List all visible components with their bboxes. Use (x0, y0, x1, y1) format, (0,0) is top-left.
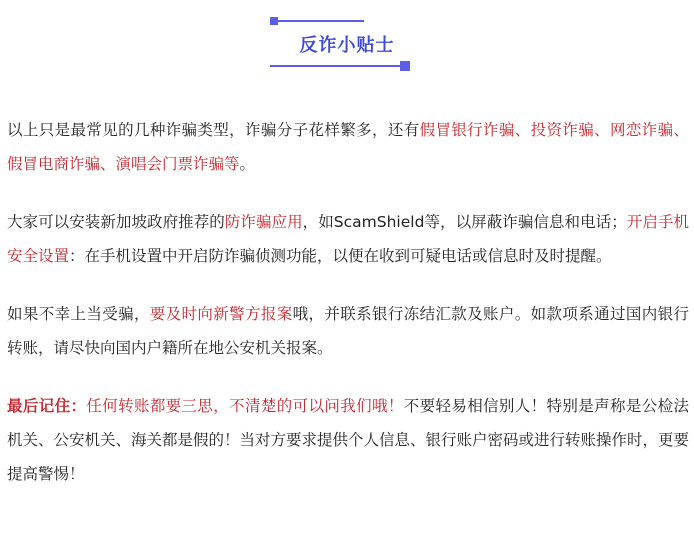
highlight-think-twice: 任何转账都要三思，不清楚的可以问我们哦！ (86, 397, 404, 415)
highlight-phone-security: 开启手机安全设置 (7, 213, 689, 265)
text-segment: ，如ScamShield等，以屏蔽诈骗信息和电话； (302, 213, 627, 231)
text-segment: ：在手机设置中开启防诈骗侦测功能，以便在收到可疑电话或信息时及时提醒。 (69, 247, 612, 265)
paragraph-scam-types (7, 113, 689, 181)
section-title: 反诈小贴士 (299, 35, 395, 56)
text-segment: 以上只是最常见的几种诈骗类型，诈骗分子花样繁多，还有 (7, 121, 420, 139)
text-segment: 不要轻易相信别人！特别是声称是公检法机关、公安机关、海关都是假的！当对方要求提供个人信息、银行账户密码或进行转账操作时，更要提高警惕！ (7, 397, 690, 483)
text-segment: 如果不幸上当受骗， (7, 305, 150, 323)
paragraph-prevention (7, 205, 689, 273)
article-body (7, 113, 689, 515)
highlight-scam-types: 假冒银行诈骗、投资诈骗、网恋诈骗、假冒电商诈骗、演唱会门票诈骗等 (7, 121, 689, 173)
text-segment: 。 (239, 155, 256, 173)
text-segment: 大家可以安装新加坡政府推荐的 (7, 213, 225, 231)
text-segment: 哦，并联系银行冻结汇款及账户。如款项系通过国内银行转账，请尽快向国内户籍所在地公安机关报案。 (7, 305, 689, 357)
decorative-line-bottom (270, 65, 400, 67)
paragraph-reminder (7, 389, 689, 491)
decorative-square-bottom (400, 61, 410, 71)
section-header (0, 0, 694, 80)
decorative-line-top (278, 20, 364, 22)
highlight-remember-label: 最后记住： (7, 397, 87, 415)
paragraph-report (7, 297, 689, 365)
highlight-anti-scam-app: 防诈骗应用 (224, 213, 303, 231)
decorative-square-top (270, 17, 278, 25)
highlight-report-police: 要及时向新警方报案 (149, 305, 293, 323)
